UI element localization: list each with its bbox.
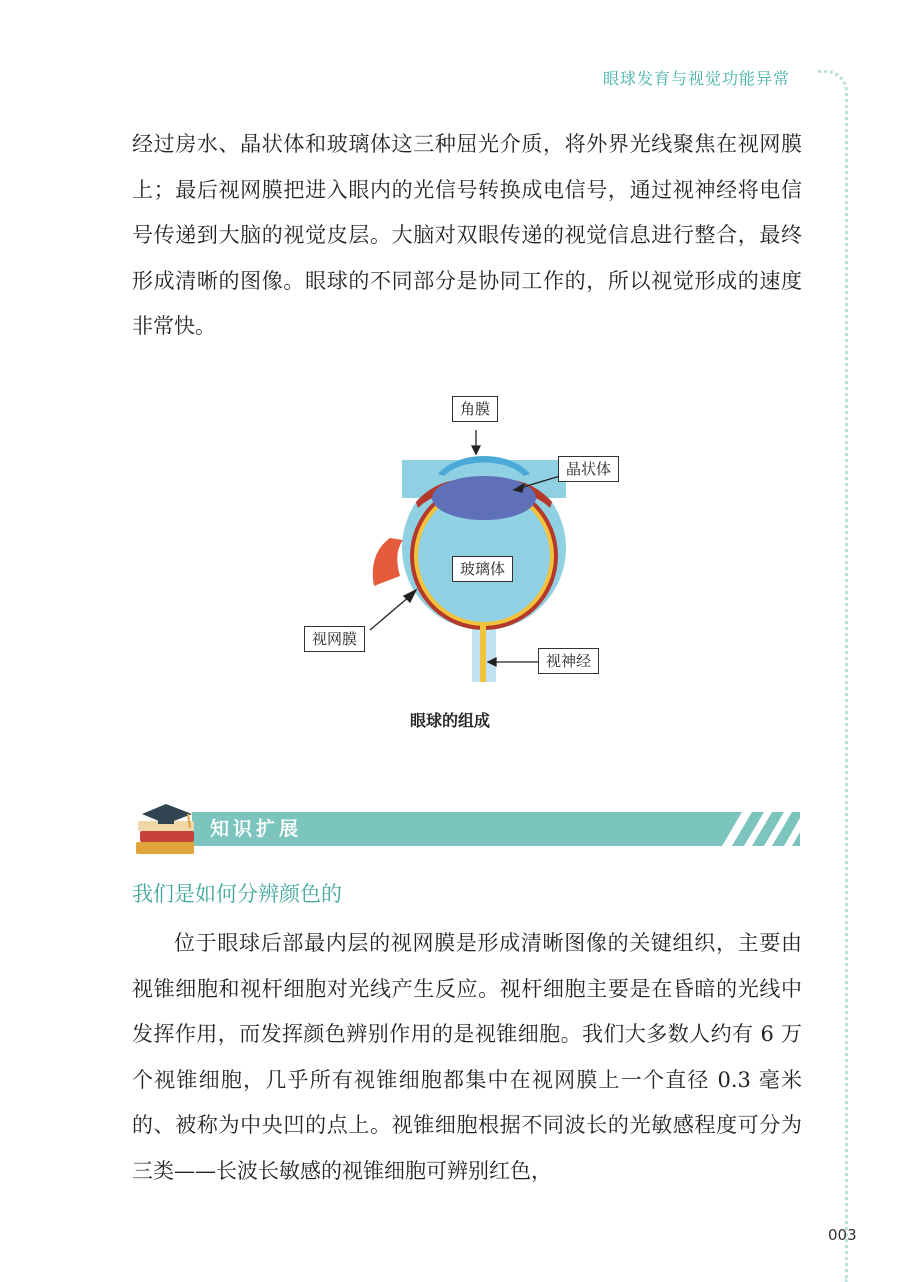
body-paragraph-1: 经过房水、晶状体和玻璃体这三种屈光介质，将外界光线聚焦在视网膜上；最后视网膜把进入眼内的光信号转换成电信号，通过视神经将电信号传递到大脑的视觉皮层。大脑对双眼传递的视觉信息进行整合，最终形成清晰的图像。眼球的不同部分是协同工作的，所以视觉形成的速度非常快。 [132, 132, 802, 338]
optic-nerve-line [480, 624, 486, 682]
lens-shape [432, 476, 536, 520]
label-cornea: 角膜 [452, 396, 498, 422]
banner-stripes [722, 812, 802, 846]
page-edge-border [818, 70, 848, 1282]
banner-title: 知识扩展 [210, 818, 303, 840]
page-number: 003 [828, 1226, 857, 1244]
figure-caption: 眼球的组成 [409, 711, 490, 730]
section-title: 我们是如何分辨颜色的 [132, 882, 342, 906]
eye-diagram [298, 390, 618, 690]
label-optic-nerve: 视神经 [538, 648, 599, 674]
running-head: 眼球发育与视觉功能异常 [602, 69, 790, 88]
books-graduation-cap-icon [132, 800, 202, 858]
label-lens: 晶状体 [558, 456, 619, 482]
eye-muscle-left [373, 538, 403, 586]
body-paragraph-2: 位于眼球后部最内层的视网膜是形成清晰图像的关键组织，主要由视锥细胞和视杆细胞对光线产生反应。视杆细胞主要是在昏暗的光线中发挥作用，而发挥颜色辨别作用的是视锥细胞。我们大多数人约有 6 万个视锥细胞，几乎所有视锥细胞都集中在视网膜上一个直径 0.3 毫米的、被称为中央凹的点上。视锥细胞根据不同波长的光敏感程度可分为三类——长波长敏感的视锥细胞可辨别红色， [132, 931, 802, 1183]
label-retina: 视网膜 [304, 626, 365, 652]
label-vitreous: 玻璃体 [452, 556, 513, 582]
